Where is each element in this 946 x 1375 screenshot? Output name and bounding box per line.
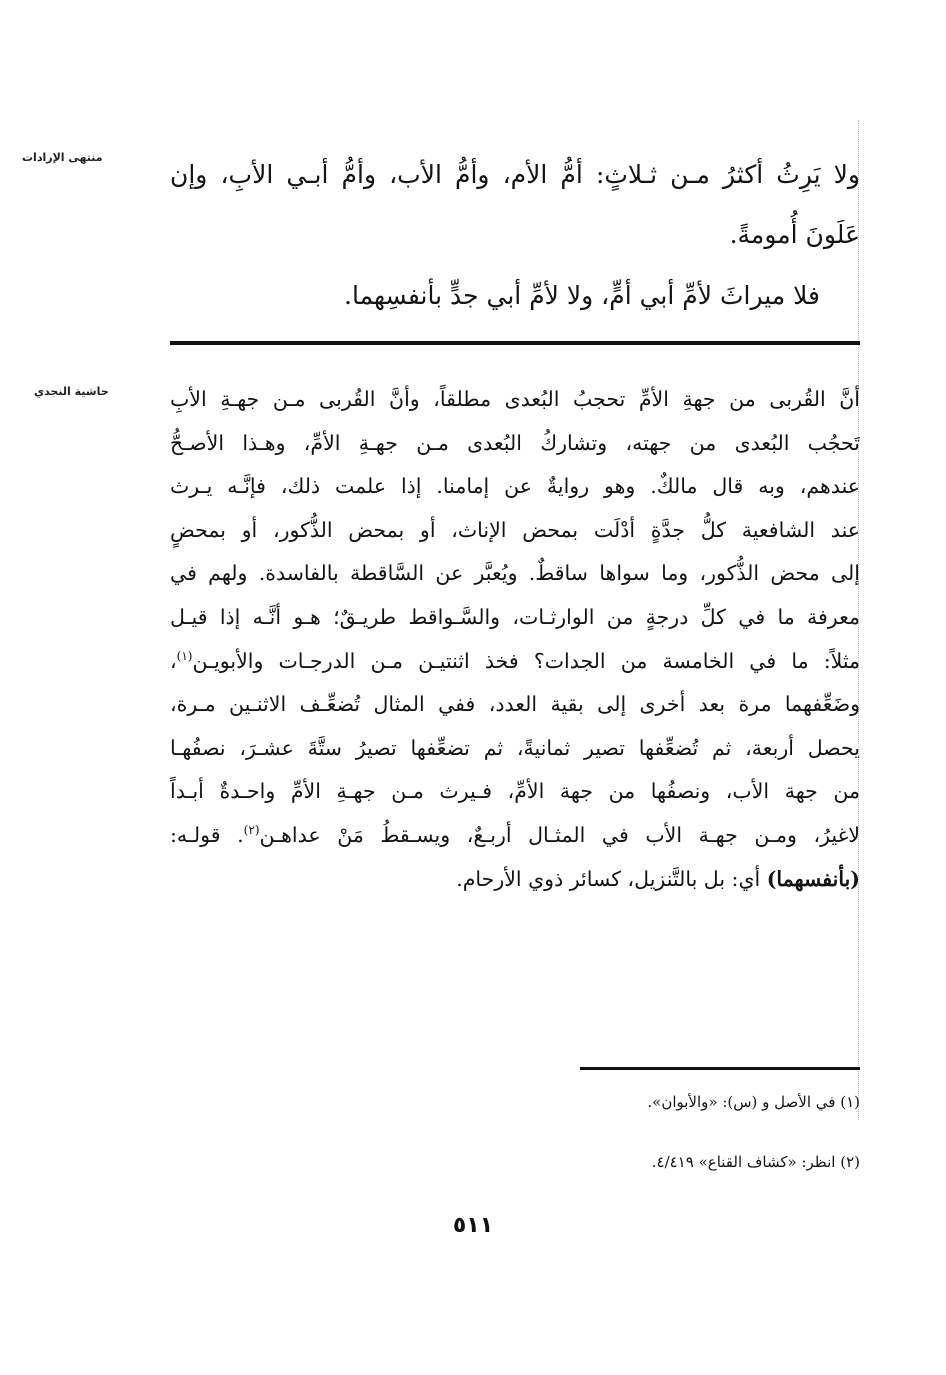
footnote-2: (٢) انظر: «كشاف القناع» ٤/٤١٩.: [651, 1153, 860, 1171]
main-text-paragraph-1: ولا يَرِثُ أكثرُ مـن ثـلاثٍ: أمُّ الأم، وأمُّ الأب، وأمُّ أبـي الأبِ، وإن عَلَونَ أُمومةً.: [170, 160, 860, 249]
commentary-line-text: مثلاً: ما في الخامسة من الجدات؟ فخذ اثنتيـن مـن الدرجـات والأبويـن: [192, 648, 860, 673]
footnote-reference-2[interactable]: (٢): [243, 823, 260, 838]
footnote-1: (١) في الأصل و (س): «والأبوان».: [647, 1093, 860, 1111]
margin-label-book-title: منتهى الإرادات: [22, 151, 103, 164]
commentary-line-text: لاغيرُ، ومـن جهـة الأب في المثـال أربـعٌ، ويسـقطُ مَنْ عداهـن: [259, 822, 860, 847]
commentary-line-tail: . قولـه:: [170, 822, 244, 847]
commentary-line: وضَعِّفهما مرة بعد أخرى إلى بقية العدد، ففي المثال تُضعِّـف الاثنـين مـرة،: [170, 692, 860, 717]
commentary-body: [170, 378, 860, 901]
commentary-line: إلى محض الذُّكور، وما سواها ساقطٌ. ويُعبَّر عن السَّاقطة بالفاسدة. ولهم في: [170, 561, 860, 586]
main-text-paragraph-2: فلا ميراثَ لأمِّ أبي أمٍّ، ولا لأمِّ أبي جدٍّ بأنفسِهما.: [344, 281, 820, 310]
commentary-line: [170, 814, 860, 858]
quoted-term: (بأنفسهما): [766, 866, 860, 891]
commentary-line: [170, 858, 860, 902]
commentary-line-tail: ،: [170, 648, 177, 673]
footnote-reference-1[interactable]: (١): [176, 648, 193, 663]
commentary-line: يحصل أربعة، ثم تُضعِّفها تصير ثمانيةً، ثم تضعِّفها تصيرُ ستَّةَ عشـرَ، نصفُهـا: [170, 735, 860, 760]
commentary-line: أنَّ القُربى من جهةِ الأمِّ تحجبُ البُعدى مطلقاً، وأنَّ القُربى مـن جهـةِ الأبِ: [170, 387, 860, 411]
page-number: ٥١١: [452, 1213, 494, 1238]
footnote-divider: [580, 1067, 860, 1070]
commentary-line-text: أي: بل بالتَّنزيل، كسائر ذوي الأرحام.: [456, 866, 761, 891]
commentary-line: من جهة الأب، ونصفُها من جهة الأمِّ، فـيرث مـن جهـةِ الأمِّ واحـدةٌ أبـداً: [170, 779, 860, 804]
commentary-line: [170, 640, 860, 684]
commentary-line: عند الشافعية كلُّ جدَّةٍ أدْلَت بمحض الإناث، أو بمحض الذُّكور، أو بمحضٍ: [170, 517, 860, 542]
section-divider: [170, 341, 860, 345]
commentary-line: معرفة ما في كلِّ درجةٍ من الوارثـات، والسَّـواقط طريـقٌ؛ هـو أنَّـه إذا قيـل: [170, 604, 860, 629]
margin-label-commentary-title: حاشية النجدي: [34, 385, 109, 398]
commentary-line: عندهم، وبه قال مالكٌ. وهو روايةٌ عن إمامنا. إذا علمت ذلك، فإنَّـه يـرث: [170, 474, 860, 499]
commentary-line: تَحجُب البُعدى من جهته، وتشاركُ البُعدى مـن جهـةِ الأمِّ، وهـذا الأصـحُّ: [170, 430, 860, 455]
